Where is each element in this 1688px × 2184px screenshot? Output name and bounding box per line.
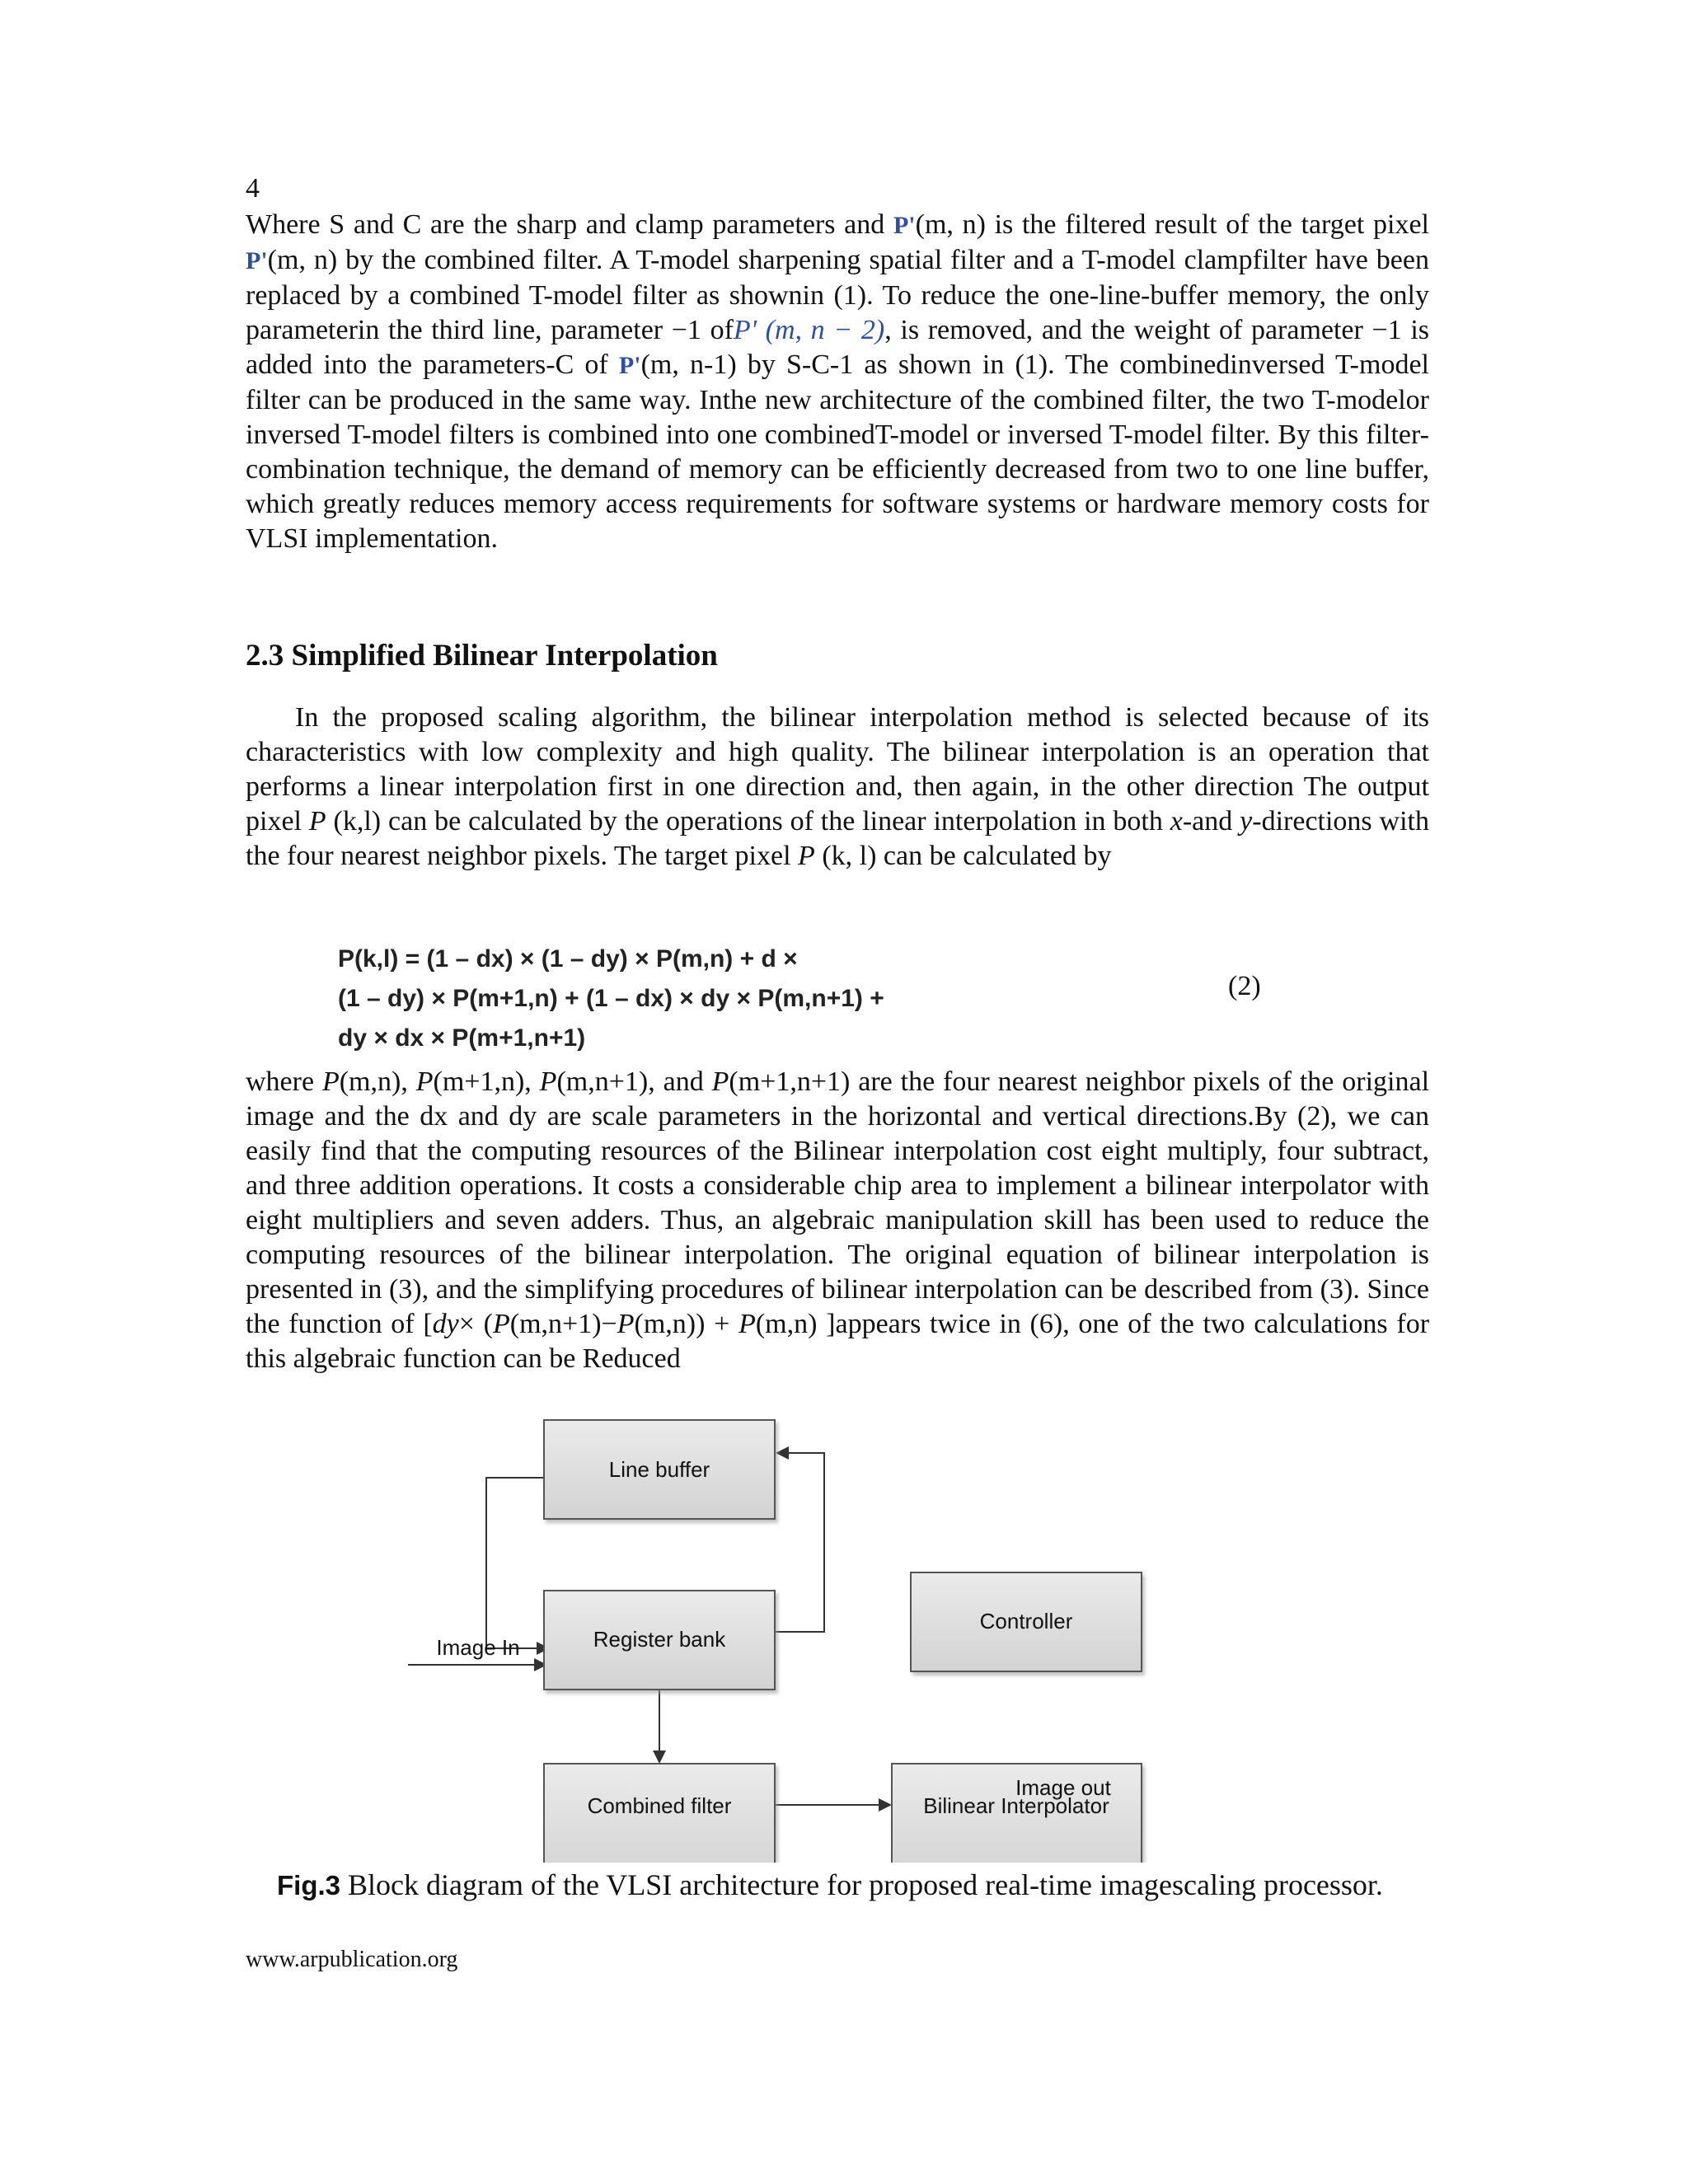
- paragraph-filter-description: Where S and C are the sharp and clamp parameters and P'(m, n) is the filtered result of the target pixel P'(m, n) by the combined filter. A T-model sharpening spatial filter and a T-model clampfilter have been replaced by a combined T-model filter as shownin (1). To reduce the one-line-buffer memory, the only parameterin the third line, parameter −1 ofP' (m, n − 2), is removed, and the weight of parameter −1 is added into the parameters-C of P'(m, n-1) by S-C-1 as shown in (1). The combinedinversed T-model filter can be produced in the same way. Inthe new architecture of the combined filter, the two T-modelor inversed T-model filters is combined into one combinedT-model or inversed T-model filter. By this filter-combination technique, the demand of memory can be efficiently decreased from two to one line buffer, which greatly reduces memory access requirements for software systems or hardware memory costs for VLSI implementation.: [246, 209, 1430, 554]
- equation-line: (1 – dy) × P(m+1,n) + (1 – dx) × dy × P(m,n+1) +: [338, 985, 884, 1012]
- bilinear-equation: [338, 940, 884, 1058]
- bilinear-interpolator-label: Bilinear Interpolator: [923, 1793, 1109, 1818]
- equation-number: (2): [1228, 971, 1261, 1001]
- block-diagram: [396, 1401, 1302, 1863]
- register-bank-label: Register bank: [593, 1627, 726, 1652]
- controller-block: [911, 1572, 1142, 1671]
- line-buffer-block: [544, 1420, 775, 1519]
- equation-line: P(k,l) = (1 – dx) × (1 – dy) × P(m,n) + d ×: [338, 945, 798, 972]
- image-in-label: Image In: [436, 1635, 520, 1660]
- controller-label: Controller: [979, 1609, 1073, 1633]
- pixel-expression: P' (m, n − 2): [733, 315, 885, 345]
- feedback-line-left: [486, 1478, 548, 1648]
- figure-caption: Fig.3 Block diagram of the VLSI architecture for proposed real-time imagescaling processor.: [277, 1868, 1383, 1901]
- line-buffer-label: Line buffer: [608, 1457, 710, 1482]
- image-out-label: Image out: [1015, 1775, 1111, 1800]
- pixel-symbol: P': [246, 247, 268, 274]
- combined-filter-label: Combined filter: [587, 1793, 732, 1818]
- feedback-line-right: [775, 1453, 824, 1632]
- pixel-symbol: P': [618, 352, 641, 379]
- combined-filter-block: [544, 1764, 775, 1863]
- figure-label: Fig.3: [277, 1870, 341, 1900]
- register-bank-block: [544, 1591, 775, 1690]
- pixel-symbol: P': [893, 212, 916, 239]
- paragraph-bilinear-intro: In the proposed scaling algorithm, the bilinear interpolation method is selected because of its characteristics with low complexity and high quality. The bilinear interpolation is an operation that performs a linear interpolation first in one direction and, then again, in the other direction The output pixel P (k,l) can be calculated by the operations of the linear interpolation in both x-and y-directions with the four nearest neighbor pixels. The target pixel P (k, l) can be calculated by: [246, 702, 1429, 871]
- paragraph-bilinear-cost: where P(m,n), P(m+1,n), P(m,n+1), and P(m+1,n+1) are the four nearest neighbor pixels of the original image and the dx and dy are scale parameters in the horizontal and vertical directions.By (2), we can easily find that the computing resources of the Bilinear interpolation cost eight multiply, four subtract, and three addition operations. It costs a considerable chip area to implement a bilinear interpolator with eight multipliers and seven adders. Thus, an algebraic manipulation skill has been used to reduce the computing resources of the bilinear interpolation. The original equation of bilinear interpolation is presented in (3), and the simplifying procedures of bilinear interpolation can be described from (3). Since the function of [dy× (P(m,n+1)−P(m,n)) + P(m,n) ]appears twice in (6), one of the two calculations for this algebraic function can be Reduced: [246, 1066, 1430, 1374]
- section-heading: 2.3 Simplified Bilinear Interpolation: [246, 639, 718, 673]
- equation-line: dy × dx × P(m+1,n+1): [338, 1024, 586, 1052]
- footer-url: www.arpublication.org: [246, 1947, 458, 1972]
- page-number: 4: [246, 173, 260, 204]
